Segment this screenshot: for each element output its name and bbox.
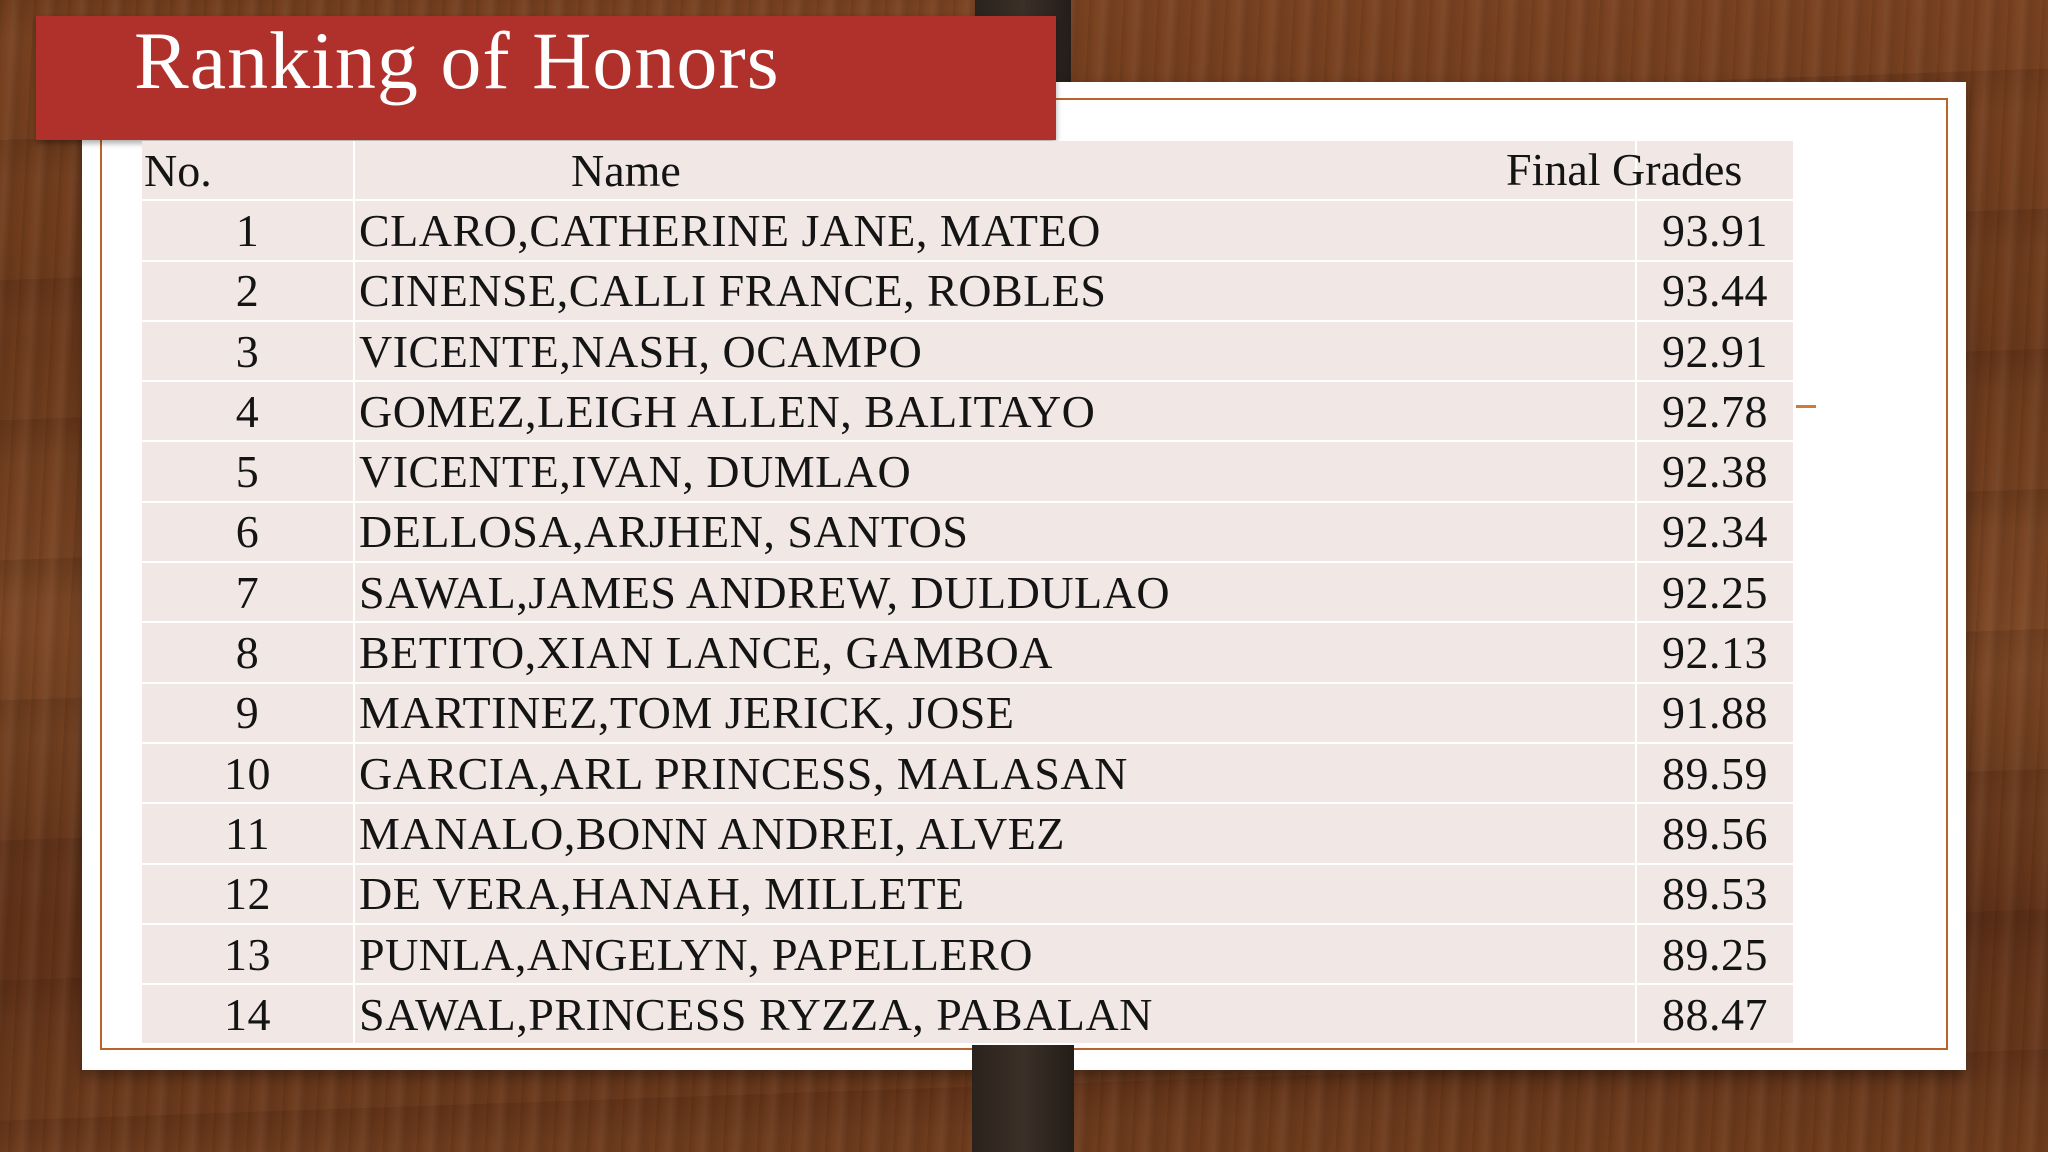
student-name-cell <box>354 261 1636 321</box>
student-name-cell <box>354 803 1636 863</box>
final-grade: 92.13 <box>1636 622 1794 682</box>
student-name: GARCIA,ARL PRINCESS, MALASAN <box>359 747 1128 799</box>
student-name: PUNLA,ANGELYN, PAPELLERO <box>359 928 1033 980</box>
student-name-cell <box>354 683 1636 743</box>
student-name: SAWAL,PRINCESS RYZZA, PABALAN <box>359 988 1153 1040</box>
rank-number: 10 <box>142 743 354 803</box>
rank-number: 2 <box>142 261 354 321</box>
final-grade: 92.25 <box>1636 562 1794 622</box>
student-name: CINENSE,CALLI FRANCE, ROBLES <box>359 265 1107 317</box>
final-grade: 92.91 <box>1636 321 1794 381</box>
rank-number: 4 <box>142 381 354 441</box>
final-grade: 93.44 <box>1636 261 1794 321</box>
table-row <box>142 261 1794 321</box>
rank-number: 14 <box>142 984 354 1044</box>
student-name-cell <box>354 924 1636 984</box>
final-grade: 92.38 <box>1636 441 1794 501</box>
final-grade: 89.25 <box>1636 924 1794 984</box>
final-grade: 93.91 <box>1636 200 1794 260</box>
rank-number: 11 <box>142 803 354 863</box>
student-name: BETITO,XIAN LANCE, GAMBOA <box>359 627 1053 679</box>
table-row <box>142 803 1794 863</box>
rank-number: 7 <box>142 562 354 622</box>
student-name-cell <box>354 622 1636 682</box>
rank-number: 1 <box>142 200 354 260</box>
rank-number: 5 <box>142 441 354 501</box>
final-grade: 92.34 <box>1636 502 1794 562</box>
student-name-cell <box>354 984 1636 1044</box>
student-name-cell <box>354 502 1636 562</box>
header-name-label: Name <box>571 144 681 196</box>
final-grade: 89.53 <box>1636 864 1794 924</box>
student-name-cell <box>354 562 1636 622</box>
table-row <box>142 984 1794 1044</box>
table-row <box>142 321 1794 381</box>
honors-table-container <box>142 141 1794 1045</box>
table-row <box>142 562 1794 622</box>
final-grade: 89.59 <box>1636 743 1794 803</box>
rank-number: 9 <box>142 683 354 743</box>
header-grade-label: Final Grades <box>1506 144 1743 195</box>
student-name: VICENTE,IVAN, DUMLAO <box>359 446 912 498</box>
student-name-cell <box>354 441 1636 501</box>
student-name-cell <box>354 864 1636 924</box>
student-name-cell <box>354 381 1636 441</box>
rank-number: 8 <box>142 622 354 682</box>
rank-number: 12 <box>142 864 354 924</box>
final-grade: 89.56 <box>1636 803 1794 863</box>
table-row <box>142 864 1794 924</box>
student-name-cell <box>354 321 1636 381</box>
header-no: No. <box>142 141 354 200</box>
honors-table <box>142 141 1795 1045</box>
rank-number: 13 <box>142 924 354 984</box>
student-name: CLARO,CATHERINE JANE, MATEO <box>359 204 1101 256</box>
rank-number: 6 <box>142 502 354 562</box>
student-name: VICENTE,NASH, OCAMPO <box>359 325 923 377</box>
student-name: MANALO,BONN ANDREI, ALVEZ <box>359 807 1065 859</box>
student-name-cell <box>354 743 1636 803</box>
student-name-cell <box>354 200 1636 260</box>
table-row <box>142 200 1794 260</box>
student-name: MARTINEZ,TOM JERICK, JOSE <box>359 687 1015 739</box>
accent-dash <box>1796 405 1816 408</box>
table-row <box>142 441 1794 501</box>
final-grade: 91.88 <box>1636 683 1794 743</box>
student-name: DE VERA,HANAH, MILLETE <box>359 868 965 920</box>
table-row <box>142 502 1794 562</box>
table-row <box>142 924 1794 984</box>
student-name: DELLOSA,ARJHEN, SANTOS <box>359 506 969 558</box>
table-body <box>142 200 1794 1044</box>
student-name: GOMEZ,LEIGH ALLEN, BALITAYO <box>359 385 1096 437</box>
table-row <box>142 743 1794 803</box>
slide-title: Ranking of Honors <box>134 15 780 106</box>
table-row <box>142 381 1794 441</box>
table-row <box>142 622 1794 682</box>
rank-number: 3 <box>142 321 354 381</box>
student-name: SAWAL,JAMES ANDREW, DULDULAO <box>359 566 1171 618</box>
header-name <box>354 141 1636 200</box>
final-grade: 88.47 <box>1636 984 1794 1044</box>
table-row <box>142 683 1794 743</box>
final-grade: 92.78 <box>1636 381 1794 441</box>
